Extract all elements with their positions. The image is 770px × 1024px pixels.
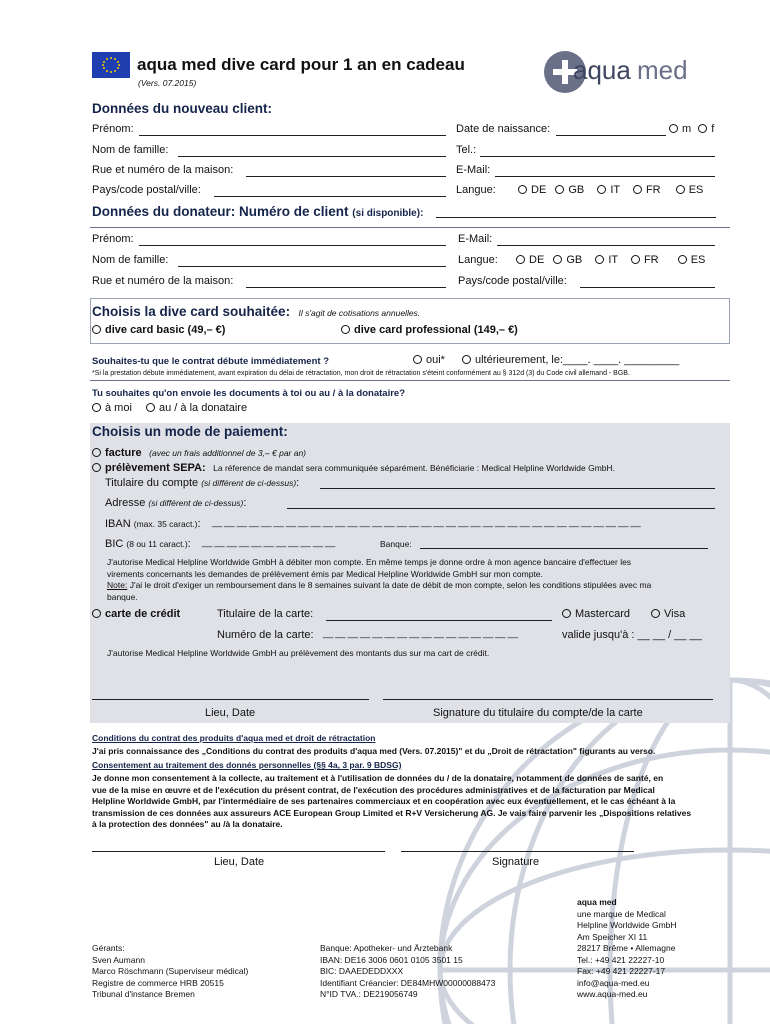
footer-col-address: aqua med une marque de Medical Helpline Worldwide GmbH Am Speicher XI 11 28217 Brême • Allemagne Tel.: +49 421 22227-10 Fax: +49 421 22227-17 info@aqua-med.eu www.aqua-med.eu bbox=[577, 897, 677, 999]
label-titulaire: Titulaire du compte (si différent de ci-dessus): bbox=[105, 477, 300, 489]
field-label-email: E-Mail: bbox=[456, 164, 491, 176]
bic-field[interactable]: __ __ __ __ __ __ __ __ __ __ __ bbox=[202, 537, 336, 548]
radio-it[interactable]: IT bbox=[597, 184, 620, 196]
option-donataire[interactable]: au / à la donataire bbox=[146, 402, 247, 414]
prenom-field[interactable] bbox=[139, 135, 446, 136]
donor-label-pays: Pays/code postal/ville: bbox=[458, 275, 567, 287]
label-banque: Banque: bbox=[380, 539, 412, 549]
banque-field[interactable] bbox=[420, 548, 708, 549]
sex-options bbox=[669, 123, 714, 135]
donor-radio-gb[interactable]: GB bbox=[553, 254, 582, 266]
label-card-number: Numéro de la carte: bbox=[217, 629, 314, 641]
documents-question: Tu souhaites qu'on envoie les documents à toi ou au / à la donataire? bbox=[92, 388, 405, 399]
donor-language-options bbox=[516, 254, 705, 266]
donor-pays-field[interactable] bbox=[580, 287, 715, 288]
consent-lieu-date-field[interactable] bbox=[92, 851, 385, 852]
birthdate-field[interactable] bbox=[556, 135, 666, 136]
label-adresse: Adresse (si différent de ci-dessus): bbox=[105, 497, 247, 509]
radio-f[interactable]: f bbox=[698, 123, 714, 135]
payment-signature-field[interactable] bbox=[383, 699, 713, 700]
radio-m[interactable]: m bbox=[669, 123, 691, 135]
iban-field[interactable]: __ __ __ __ __ __ __ __ __ __ __ __ __ __ __ __ __ __ __ __ __ __ __ __ __ __ __ __ __ __ __ __ __ __ __ bbox=[212, 517, 641, 528]
footer-col-management: Gérants: Sven Aumann Marco Röschmann (Superviseur médical) Registre de commerce HRB 20515 Tribunal d'instance Bremen bbox=[92, 943, 249, 999]
label-card-holder: Titulaire de la carte: bbox=[217, 608, 314, 620]
option-sepa[interactable]: prélèvement SEPA: La réference de mandat sera communiquée séparément. Bénéficiarie : Medical Helpline Worldwide GmbH. bbox=[92, 458, 615, 476]
donor-nom-field[interactable] bbox=[178, 266, 446, 267]
section-heading-donor: Données du donateur: Numéro de client (si disponible): bbox=[92, 204, 424, 219]
conditions-title: Conditions du contrat des produits d'aqua med et droit de rétractation bbox=[92, 733, 376, 743]
aquamed-logo: aqua med bbox=[543, 50, 723, 94]
language-options bbox=[518, 184, 703, 196]
tel-field[interactable] bbox=[480, 156, 715, 157]
valid-until-field[interactable]: valide jusqu'à : __ __ / __ __ bbox=[562, 629, 702, 641]
field-label-nom: Nom de famille: bbox=[92, 144, 169, 156]
dive-card-heading: Choisis la dive card souhaitée: Il s'agit de cotisations annuelles. bbox=[92, 304, 421, 319]
nom-field[interactable] bbox=[178, 156, 446, 157]
donor-prenom-field[interactable] bbox=[139, 245, 446, 246]
consent-text: Je donne mon consentement à la collecte, au traitement et à l'utilisation de données du / de la donataire, notamment de données de santé, en vue de la mise en œuvre et de l'exécution du présent contrat, de l'exécution des procédures administratives et de la facturation par Medical Helpline Worldwide GmbH, par l'intermédiaire de ses partenaires commerciaux et en coopération avec eux éventuellement, et le cas échéant à la transmission de ces données aux assureurs ACE European Group Limited et R+V Versicherung AG. Je vais faire parvenir les „Dispositions relatives à la protection des données" au /à la donataire. bbox=[92, 773, 692, 829]
client-number-field[interactable] bbox=[436, 217, 716, 218]
option-professional[interactable]: dive card professional (149,– €) bbox=[341, 324, 518, 336]
payment-signature-label: Signature du titulaire du compte/de la carte bbox=[433, 707, 643, 719]
option-mastercard[interactable]: Mastercard bbox=[562, 608, 630, 620]
version-label: (Vers. 07.2015) bbox=[138, 78, 197, 88]
donor-label-prenom: Prénom: bbox=[92, 233, 134, 245]
field-label-tel: Tel.: bbox=[456, 144, 477, 156]
footer-col-bank: Banque: Apotheker- und Ärztebank IBAN: DE16 3006 0601 0105 3501 15 BIC: DAAEDEDDXXX Identifiant Créancier: DE84MHW00000088473 N°ID TVA.: DE219056749 bbox=[320, 943, 496, 999]
option-credit[interactable]: carte de crédit bbox=[92, 608, 180, 620]
radio-de[interactable]: DE bbox=[518, 184, 546, 196]
donor-label-langue: Langue: bbox=[458, 254, 498, 266]
card-number-field[interactable]: __ __ __ __ __ __ __ __ __ __ __ __ __ __ __ __ bbox=[323, 628, 518, 639]
option-basic[interactable]: dive card basic (49,– €) bbox=[92, 324, 225, 336]
card-holder-field[interactable] bbox=[326, 620, 552, 621]
label-iban: IBAN (max. 35 caract.): bbox=[105, 518, 201, 530]
consent-lieu-date-label: Lieu, Date bbox=[214, 856, 265, 868]
payment-heading: Choisis un mode de paiement: bbox=[92, 424, 288, 439]
field-label-rue: Rue et numéro de la maison: bbox=[92, 164, 234, 176]
rue-field[interactable] bbox=[246, 176, 446, 177]
radio-gb[interactable]: GB bbox=[555, 184, 584, 196]
donor-rue-field[interactable] bbox=[246, 287, 446, 288]
donor-label-email: E-Mail: bbox=[458, 233, 493, 245]
consent-title: Consentement au traitement des donnés personnelles (§§ 4a, 3 par. 9 BDSG) bbox=[92, 760, 402, 770]
option-a-moi[interactable]: à moi bbox=[92, 402, 132, 414]
donor-radio-es[interactable]: ES bbox=[678, 254, 706, 266]
conditions-ack: J'ai pris connaissance des „Conditions du contrat des produits d'aqua med (Vers. 07.2015)" et du „Droit de rétractation" figurants au verso. bbox=[92, 746, 656, 756]
donor-label-nom: Nom de famille: bbox=[92, 254, 169, 266]
consent-signature-label: Signature bbox=[492, 856, 540, 868]
donor-label-rue: Rue et numéro de la maison: bbox=[92, 275, 234, 287]
start-oui[interactable]: oui* bbox=[413, 354, 445, 366]
field-label-langue: Langue: bbox=[456, 184, 496, 196]
donor-email-field[interactable] bbox=[497, 245, 715, 246]
payment-lieu-date-field[interactable] bbox=[92, 699, 369, 700]
start-footnote: *Si la prestation débute immédiatement, avant expiration du délai de rétractation, mon droit de rétractation s'éteint conformément au § 312d (3) du Code civil allemand - BGB. bbox=[92, 370, 630, 377]
mandate-text: J'autorise Medical Helpline Worldwide GmbH à débiter mon compte. En même temps je donne ordre à mon agence bancaire d'effectuer les virements concernants les demandes de prélèvement émis par Medical Helpline Worldwide GmbH sur mon compte. Note: J'ai le droit d'exiger un remboursement dans le 8 semaines suivant la date de débit de mon compte, selon les conditions stipulées avec ma banque. bbox=[107, 557, 652, 602]
field-label-prenom: Prénom: bbox=[92, 123, 134, 135]
start-later[interactable]: ultérieurement, le:____. ____. _________ bbox=[462, 354, 679, 366]
consent-signature-field[interactable] bbox=[401, 851, 634, 852]
titulaire-field[interactable] bbox=[320, 488, 715, 489]
page-title: aqua med dive card pour 1 an en cadeau bbox=[137, 55, 465, 74]
option-visa[interactable]: Visa bbox=[651, 608, 685, 620]
radio-fr[interactable]: FR bbox=[633, 184, 661, 196]
email-field[interactable] bbox=[495, 176, 715, 177]
start-question: Souhaites-tu que le contrat débute immédiatement ? bbox=[92, 356, 330, 367]
option-facture[interactable]: facture (avec un frais additionnel de 3,– € par an) bbox=[92, 443, 306, 461]
credit-authorization: J'autorise Medical Helpline Worldwide GmbH au prélèvement des montants dus sur ma cart de crédit. bbox=[107, 648, 490, 658]
donor-radio-fr[interactable]: FR bbox=[631, 254, 659, 266]
eu-flag-icon bbox=[92, 52, 130, 78]
pays-field[interactable] bbox=[214, 196, 446, 197]
label-bic: BIC (8 ou 11 caract.): bbox=[105, 538, 191, 550]
donor-radio-de[interactable]: DE bbox=[516, 254, 544, 266]
donor-radio-it[interactable]: IT bbox=[595, 254, 618, 266]
adresse-field[interactable] bbox=[287, 508, 715, 509]
field-label-pays: Pays/code postal/ville: bbox=[92, 184, 201, 196]
field-label-naissance: Date de naissance: bbox=[456, 123, 551, 135]
section-heading-new-client: Données du nouveau client: bbox=[92, 101, 273, 116]
payment-lieu-date-label: Lieu, Date bbox=[205, 707, 256, 719]
radio-es[interactable]: ES bbox=[676, 184, 704, 196]
